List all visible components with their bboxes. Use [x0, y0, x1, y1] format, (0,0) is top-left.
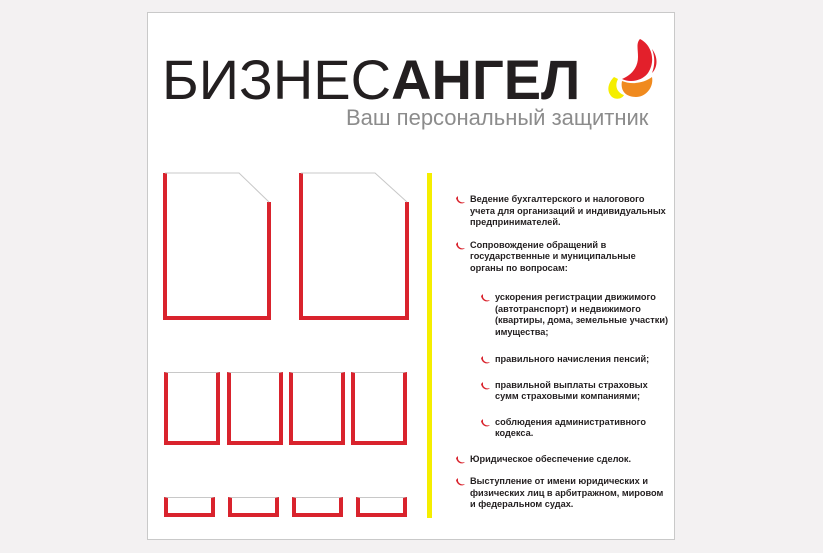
document-pocket-large-2 — [299, 172, 411, 320]
brochure-pocket-2 — [228, 497, 279, 517]
red-wing-bullet-icon — [455, 241, 466, 251]
document-pocket-medium-2 — [227, 372, 283, 445]
brand-name — [162, 48, 581, 111]
brochure-pocket-1 — [164, 497, 215, 517]
document-pocket-medium-4 — [351, 372, 407, 445]
angel-wing-logo-icon — [600, 35, 660, 101]
brochure-pocket-3 — [292, 497, 343, 517]
red-wing-bullet-icon — [455, 477, 466, 487]
red-wing-bullet-icon — [455, 455, 466, 465]
service-item: Выступление от имени юридических и физических лиц в арбитражном, мировом и федеральном судах. — [455, 476, 670, 511]
service-item: Сопровождение обращений в государственные и муниципальные органы по вопросам: — [455, 240, 670, 275]
red-wing-bullet-icon — [480, 355, 491, 365]
brochure-pocket-4 — [356, 497, 407, 517]
yellow-divider — [427, 173, 432, 518]
brand-name-light: БИЗНЕС — [162, 48, 392, 111]
red-wing-bullet-icon — [480, 293, 491, 303]
document-pocket-large-1 — [163, 172, 273, 320]
service-item: Юридическое обеспечение сделок. — [455, 454, 670, 466]
service-subitem: ускорения регистрации движимого (автотранспорт) и недвижимого (квартиры, дома, земельные участки) имущества; — [480, 292, 670, 338]
red-wing-bullet-icon — [455, 195, 466, 205]
service-subitem: соблюдения административного кодекса. — [480, 417, 670, 440]
red-wing-bullet-icon — [480, 381, 491, 391]
red-wing-bullet-icon — [480, 418, 491, 428]
service-subitem: правильного начисления пенсий; — [480, 354, 670, 366]
services-list — [455, 194, 670, 522]
document-pocket-medium-3 — [289, 372, 345, 445]
brand-tagline: Ваш персональный защитник — [346, 105, 649, 130]
service-item: Ведение бухгалтерского и налогового учета для организаций и индивидуальных предпринимателей. — [455, 194, 670, 229]
document-pocket-medium-1 — [164, 372, 220, 445]
brand-name-bold: АНГЕЛ — [391, 48, 581, 111]
service-subitem: правильной выплаты страховых сумм страховыми компаниями; — [480, 380, 670, 403]
